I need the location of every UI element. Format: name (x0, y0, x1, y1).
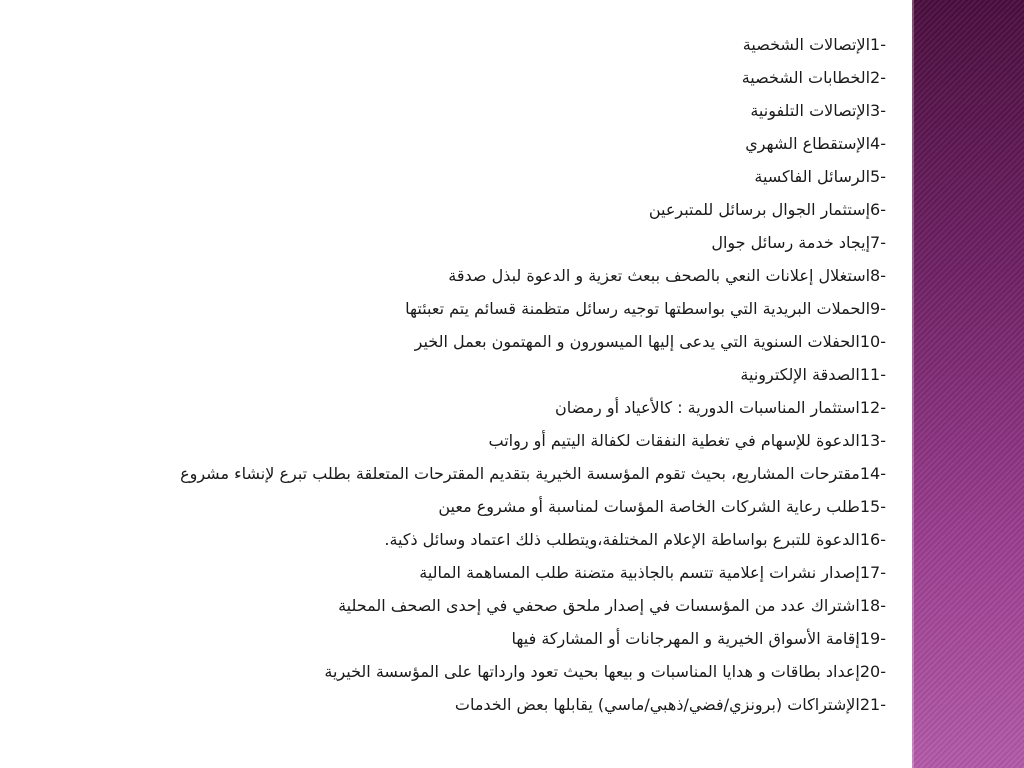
list-item (120, 292, 886, 325)
list-item (120, 556, 886, 589)
list-item-text: الإستقطاع الشهري (745, 134, 871, 153)
list-item (120, 688, 886, 721)
list-item-text: طلب رعاية الشركات الخاصة المؤسات لمناسبة أو مشروع معين (438, 497, 860, 516)
list-item-number: 17- (859, 563, 886, 582)
list-item (120, 94, 886, 127)
list-item (120, 61, 886, 94)
list-item-text: الخطابات الشخصية (741, 68, 871, 87)
list-item-text: استغلال إعلانات النعي بالصحف ببعث تعزية و الدعوة لبذل صدقة (448, 266, 871, 285)
list-item-number: 7- (870, 233, 886, 252)
list-item (120, 622, 886, 655)
list-item-text: إيجاد خدمة رسائل جوال (711, 233, 871, 252)
list-item-number: 15- (859, 497, 886, 516)
list-item (120, 655, 886, 688)
list-item (120, 457, 886, 490)
list-item-number: 12- (859, 398, 886, 417)
list-item-text: إصدار نشرات إعلامية تتسم بالجاذبية متضنة طلب المساهمة المالية (419, 563, 860, 582)
list-item-number: 3- (870, 101, 886, 120)
list-item-number: 16- (859, 530, 886, 549)
list-item-number: 14- (859, 464, 886, 483)
list-item-number: 20- (859, 662, 886, 681)
list-item-text: استثمار المناسبات الدورية : كالأعياد أو رمضان (554, 398, 860, 417)
list-item-number: 19- (859, 629, 886, 648)
list-item (120, 28, 886, 61)
list-item (120, 589, 886, 622)
list-item-text: الحفلات السنوية التي يدعى إليها الميسورون و المهتمون بعمل الخير (414, 332, 860, 351)
list-item-number: 2- (870, 68, 886, 87)
list-item-number: 1- (870, 35, 886, 54)
list-item-number: 8- (870, 266, 886, 285)
list-item-text: الإتصالات التلفونية (750, 101, 871, 120)
list-item-number: 4- (870, 134, 886, 153)
list-item (120, 325, 886, 358)
list-item-text: إعداد بطاقات و هدايا المناسبات و بيعها بحيث تعود وارداتها على المؤسسة الخيرية (324, 662, 860, 681)
list-item-number: 9- (870, 299, 886, 318)
list-item-text: الدعوة للإسهام في تغطية النفقات لكفالة اليتيم أو رواتب (488, 431, 860, 450)
list-item (120, 523, 886, 556)
list-item-number: 13- (859, 431, 886, 450)
list-item-text: مقترحات المشاريع، بحيث تقوم المؤسسة الخيرية بتقديم المقترحات المتعلقة بطلب تبرع لإنشاء مشروع (180, 464, 860, 483)
list-item (120, 226, 886, 259)
list-item (120, 490, 886, 523)
list-item-text: الصدقة الإلكترونية (740, 365, 860, 384)
list-item (120, 193, 886, 226)
content-list (120, 28, 886, 721)
list-item (120, 127, 886, 160)
list-item-number: 10- (859, 332, 886, 351)
list-item-text: اشتراك عدد من المؤسسات في إصدار ملحق صحفي في إحدى الصحف المحلية (338, 596, 860, 615)
list-item (120, 160, 886, 193)
list-item-text: إستثمار الجوال برسائل للمتبرعين (648, 200, 871, 219)
list-item-text: الحملات البريدية التي بواسطتها توجيه رسائل متظمنة قسائم يتم تعبئتها (405, 299, 871, 318)
list-item-number: 6- (870, 200, 886, 219)
decorative-side-band (912, 0, 1024, 768)
list-item (120, 391, 886, 424)
list-item-text: الرسائل الفاكسية (754, 167, 871, 186)
list-item-text: الإشتراكات (برونزي/فضي/ذهبي/ماسي) يقابلها بعض الخدمات (454, 695, 860, 714)
list-item-text: الدعوة للتبرع بواساطة الإعلام المختلفة،ويتطلب ذلك اعتماد وسائل ذكية. (384, 530, 860, 549)
list-item (120, 259, 886, 292)
list-item-text: إقامة الأسواق الخيرية و المهرجانات أو المشاركة فيها (511, 629, 860, 648)
list-item (120, 424, 886, 457)
list-item-text: الإتصالات الشخصية (742, 35, 871, 54)
list-item-number: 18- (859, 596, 886, 615)
list-item-number: 5- (870, 167, 886, 186)
list-item-number: 11- (859, 365, 886, 384)
list-item-number: 21- (859, 695, 886, 714)
list-item (120, 358, 886, 391)
